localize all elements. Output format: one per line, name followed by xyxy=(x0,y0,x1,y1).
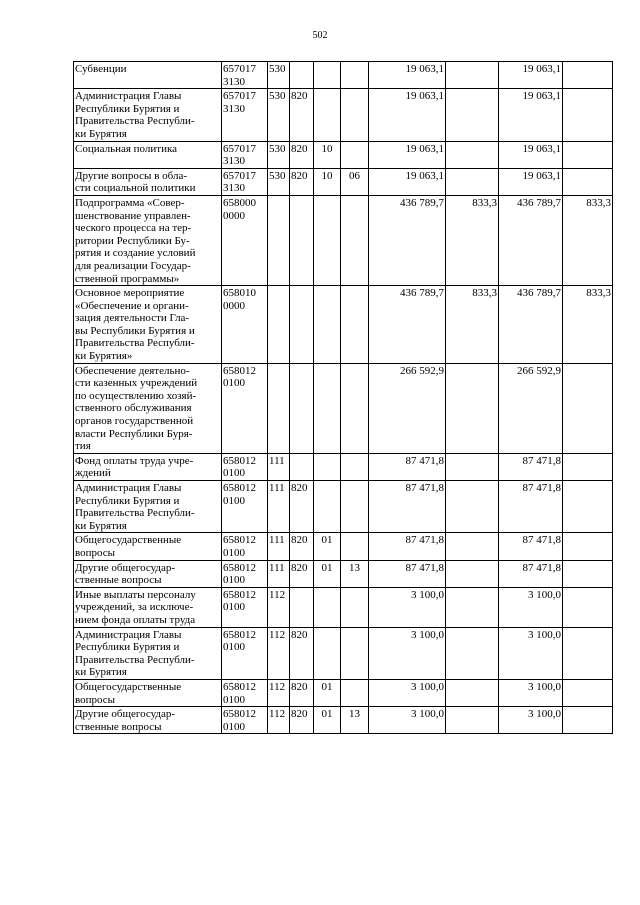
amount-federal-cell xyxy=(446,533,499,560)
section-code-cell: 10 xyxy=(314,168,341,195)
target-article-line: 658012 xyxy=(223,364,256,377)
target-article-line: 658012 xyxy=(223,680,256,693)
target-article-cell xyxy=(222,587,268,627)
expense-type-cell: 112 xyxy=(268,679,290,706)
amount-next-cell: 87 471,8 xyxy=(499,453,563,480)
amount-cell: 19 063,1 xyxy=(369,168,446,195)
expense-type-cell xyxy=(268,286,290,364)
amount-next-cell: 87 471,8 xyxy=(499,560,563,587)
row-name-cell xyxy=(74,286,222,364)
target-article-line: 0100 xyxy=(223,494,245,507)
row-name-cell xyxy=(74,363,222,453)
expense-type-cell: 530 xyxy=(268,62,290,89)
amount-next-cell: 266 592,9 xyxy=(499,363,563,453)
target-article-line: 0100 xyxy=(223,546,245,559)
table-row xyxy=(74,363,613,453)
amount-next-cell: 3 100,0 xyxy=(499,627,563,679)
amount-next-cell: 87 471,8 xyxy=(499,533,563,560)
amount-next-federal-cell xyxy=(563,560,613,587)
subsection-code-cell xyxy=(341,363,369,453)
amount-federal-cell xyxy=(446,560,499,587)
subsection-code-cell xyxy=(341,481,369,533)
target-article-line: 0100 xyxy=(223,377,245,390)
row-name-line: ческого процесса на тер- xyxy=(75,222,192,235)
amount-cell: 3 100,0 xyxy=(369,627,446,679)
amount-next-federal-cell xyxy=(563,627,613,679)
row-name-line: ственного обслуживания xyxy=(75,402,192,415)
ministry-code-cell: 820 xyxy=(290,481,314,533)
amount-next-federal-cell xyxy=(563,533,613,560)
amount-next-federal-cell xyxy=(563,707,613,734)
subsection-code-cell xyxy=(341,533,369,560)
target-article-line: 658010 xyxy=(223,287,256,300)
expense-type-cell: 111 xyxy=(268,560,290,587)
amount-cell: 436 789,7 xyxy=(369,195,446,285)
amount-cell: 3 100,0 xyxy=(369,587,446,627)
row-name-line: шенствование управлен- xyxy=(75,209,191,222)
target-article-line: 0000 xyxy=(223,299,245,312)
amount-federal-cell xyxy=(446,627,499,679)
row-name-line: рятия и создание условий xyxy=(75,247,196,260)
section-code-cell xyxy=(314,481,341,533)
target-article-line: 0100 xyxy=(223,693,245,706)
row-name-line: ки Бурятия» xyxy=(75,350,133,363)
amount-cell: 87 471,8 xyxy=(369,560,446,587)
amount-next-cell: 19 063,1 xyxy=(499,62,563,89)
amount-next-federal-cell xyxy=(563,363,613,453)
target-article-line: 0100 xyxy=(223,720,245,733)
amount-federal-cell xyxy=(446,453,499,480)
row-name-line: Другие общегосудар- xyxy=(75,708,176,721)
amount-federal-cell xyxy=(446,679,499,706)
target-article-line: 3130 xyxy=(223,155,245,168)
target-article-line: 0000 xyxy=(223,209,245,222)
ministry-code-cell: 820 xyxy=(290,707,314,734)
row-name-line: нием фонда оплаты труда xyxy=(75,613,196,626)
amount-federal-cell xyxy=(446,363,499,453)
amount-next-federal-cell: 833,3 xyxy=(563,195,613,285)
target-article-cell xyxy=(222,141,268,168)
row-name-cell xyxy=(74,89,222,141)
table-row xyxy=(74,560,613,587)
section-code-cell xyxy=(314,286,341,364)
expense-type-cell: 112 xyxy=(268,707,290,734)
row-name-line: вопросы xyxy=(75,546,116,559)
ministry-code-cell: 820 xyxy=(290,141,314,168)
target-article-line: 657017 xyxy=(223,142,256,155)
row-name-line: учреждений, за исключе- xyxy=(75,601,194,614)
row-name-line: Фонд оплаты труда учре- xyxy=(75,454,194,467)
table-row xyxy=(74,481,613,533)
amount-next-federal-cell xyxy=(563,481,613,533)
amount-federal-cell: 833,3 xyxy=(446,286,499,364)
amount-next-federal-cell: 833,3 xyxy=(563,286,613,364)
amount-federal-cell xyxy=(446,587,499,627)
subsection-code-cell xyxy=(341,587,369,627)
amount-next-cell: 3 100,0 xyxy=(499,679,563,706)
expense-type-cell: 111 xyxy=(268,481,290,533)
amount-cell: 87 471,8 xyxy=(369,533,446,560)
target-article-cell xyxy=(222,627,268,679)
row-name-line: Республики Бурятия и xyxy=(75,102,180,115)
amount-next-cell: 436 789,7 xyxy=(499,286,563,364)
row-name-line: Другие вопросы в обла- xyxy=(75,169,187,182)
row-name-line: Правительства Республи- xyxy=(75,115,195,128)
page-number: 502 xyxy=(312,30,328,41)
target-article-cell xyxy=(222,533,268,560)
section-code-cell xyxy=(314,62,341,89)
ministry-code-cell xyxy=(290,363,314,453)
ministry-code-cell xyxy=(290,286,314,364)
row-name-cell xyxy=(74,627,222,679)
row-name-line: ственные вопросы xyxy=(75,574,162,587)
row-name-line: Общегосударственные xyxy=(75,534,182,547)
expense-type-cell: 530 xyxy=(268,89,290,141)
subsection-code-cell xyxy=(341,627,369,679)
target-article-line: 658012 xyxy=(223,482,256,494)
amount-next-federal-cell xyxy=(563,89,613,141)
expense-type-cell xyxy=(268,195,290,285)
row-name-line: Правительства Республи- xyxy=(75,507,195,520)
expense-type-cell: 111 xyxy=(268,533,290,560)
row-name-line: Администрация Главы xyxy=(75,628,182,641)
row-name-cell xyxy=(74,62,222,89)
expense-type-cell: 111 xyxy=(268,453,290,480)
table-row xyxy=(74,707,613,734)
table-row xyxy=(74,195,613,285)
table-body xyxy=(74,62,613,734)
budget-table xyxy=(73,61,613,734)
row-name-line: Правительства Республи- xyxy=(75,653,195,666)
section-code-cell xyxy=(314,627,341,679)
target-article-line: 658012 xyxy=(223,561,256,574)
amount-federal-cell xyxy=(446,707,499,734)
section-code-cell: 10 xyxy=(314,141,341,168)
section-code-cell xyxy=(314,89,341,141)
expense-type-cell xyxy=(268,363,290,453)
row-name-line: ственной программы» xyxy=(75,272,180,285)
target-article-line: 0100 xyxy=(223,641,245,654)
subsection-code-cell xyxy=(341,89,369,141)
amount-cell: 3 100,0 xyxy=(369,679,446,706)
row-name-line: Другие общегосудар- xyxy=(75,561,176,574)
target-article-cell xyxy=(222,363,268,453)
amount-next-cell: 3 100,0 xyxy=(499,707,563,734)
row-name-line: Социальная политика xyxy=(75,142,178,155)
row-name-line: власти Республики Буря- xyxy=(75,427,193,440)
row-name-cell xyxy=(74,707,222,734)
ministry-code-cell: 820 xyxy=(290,627,314,679)
row-name-cell xyxy=(74,481,222,533)
amount-cell: 19 063,1 xyxy=(369,89,446,141)
expense-type-cell: 112 xyxy=(268,627,290,679)
target-article-cell xyxy=(222,195,268,285)
row-name-cell xyxy=(74,587,222,627)
ministry-code-cell: 820 xyxy=(290,533,314,560)
target-article-cell xyxy=(222,286,268,364)
table-row xyxy=(74,89,613,141)
row-name-line: Иные выплаты персоналу xyxy=(75,588,196,601)
target-article-cell xyxy=(222,679,268,706)
target-article-cell xyxy=(222,481,268,533)
row-name-line: ки Бурятия xyxy=(75,519,127,532)
table-row xyxy=(74,62,613,89)
row-name-cell xyxy=(74,141,222,168)
amount-next-federal-cell xyxy=(563,679,613,706)
ministry-code-cell xyxy=(290,587,314,627)
target-article-cell xyxy=(222,62,268,89)
section-code-cell: 01 xyxy=(314,533,341,560)
subsection-code-cell xyxy=(341,195,369,285)
target-article-line: 0100 xyxy=(223,601,245,614)
section-code-cell xyxy=(314,453,341,480)
target-article-line: 0100 xyxy=(223,467,245,480)
row-name-line: сти социальной политики xyxy=(75,182,196,195)
section-code-cell: 01 xyxy=(314,707,341,734)
row-name-line: зация деятельности Гла- xyxy=(75,312,190,325)
row-name-cell xyxy=(74,560,222,587)
ministry-code-cell: 820 xyxy=(290,168,314,195)
amount-cell: 19 063,1 xyxy=(369,62,446,89)
row-name-line: сти казенных учреждений xyxy=(75,377,198,390)
row-name-line: ритории Республики Бу- xyxy=(75,234,190,247)
target-article-line: 658012 xyxy=(223,588,256,601)
amount-next-cell: 436 789,7 xyxy=(499,195,563,285)
row-name-line: Администрация Главы xyxy=(75,90,182,103)
subsection-code-cell: 13 xyxy=(341,560,369,587)
row-name-line: Основное мероприятие xyxy=(75,287,185,300)
target-article-line: 658012 xyxy=(223,708,256,721)
amount-cell: 87 471,8 xyxy=(369,481,446,533)
table-row xyxy=(74,141,613,168)
row-name-line: Республики Бурятия и xyxy=(75,494,180,507)
row-name-line: Подпрограмма «Совер- xyxy=(75,196,185,209)
subsection-code-cell xyxy=(341,286,369,364)
row-name-line: Республики Бурятия и xyxy=(75,641,180,654)
target-article-line: 658012 xyxy=(223,454,256,467)
table-row xyxy=(74,679,613,706)
subsection-code-cell xyxy=(341,62,369,89)
row-name-line: «Обеспечение и органи- xyxy=(75,299,189,312)
amount-next-cell: 3 100,0 xyxy=(499,587,563,627)
row-name-line: органов государственной xyxy=(75,415,194,428)
row-name-line: для реализации Государ- xyxy=(75,259,191,272)
row-name-line: ственные вопросы xyxy=(75,720,162,733)
row-name-line: Обеспечение деятельно- xyxy=(75,364,190,377)
table-row xyxy=(74,453,613,480)
amount-cell: 3 100,0 xyxy=(369,707,446,734)
row-name-line: по осуществлению хозяй- xyxy=(75,389,197,402)
amount-next-federal-cell xyxy=(563,453,613,480)
ministry-code-cell xyxy=(290,195,314,285)
amount-next-federal-cell xyxy=(563,587,613,627)
row-name-cell xyxy=(74,168,222,195)
amount-federal-cell xyxy=(446,89,499,141)
row-name-cell xyxy=(74,453,222,480)
ministry-code-cell xyxy=(290,62,314,89)
target-article-cell xyxy=(222,168,268,195)
row-name-line: ки Бурятия xyxy=(75,666,127,679)
target-article-line: 657017 xyxy=(223,169,256,182)
section-code-cell xyxy=(314,195,341,285)
row-name-line: Администрация Главы xyxy=(75,482,182,494)
target-article-line: 658012 xyxy=(223,534,256,547)
row-name-cell xyxy=(74,195,222,285)
subsection-code-cell xyxy=(341,453,369,480)
amount-next-cell: 19 063,1 xyxy=(499,89,563,141)
amount-next-cell: 87 471,8 xyxy=(499,481,563,533)
ministry-code-cell: 820 xyxy=(290,679,314,706)
row-name-line: Правительства Республи- xyxy=(75,337,195,350)
expense-type-cell: 112 xyxy=(268,587,290,627)
amount-federal-cell xyxy=(446,168,499,195)
subsection-code-cell: 13 xyxy=(341,707,369,734)
row-name-line: ки Бурятия xyxy=(75,127,127,140)
table-row xyxy=(74,627,613,679)
amount-cell: 19 063,1 xyxy=(369,141,446,168)
row-name-line: тия xyxy=(75,440,91,453)
amount-next-cell: 19 063,1 xyxy=(499,141,563,168)
amount-cell: 266 592,9 xyxy=(369,363,446,453)
table-row xyxy=(74,168,613,195)
target-article-line: 657017 xyxy=(223,63,256,75)
amount-cell: 87 471,8 xyxy=(369,453,446,480)
amount-next-federal-cell xyxy=(563,62,613,89)
amount-federal-cell xyxy=(446,481,499,533)
amount-federal-cell: 833,3 xyxy=(446,195,499,285)
expense-type-cell: 530 xyxy=(268,141,290,168)
table-row xyxy=(74,587,613,627)
row-name-line: ждений xyxy=(75,467,111,480)
target-article-line: 657017 xyxy=(223,90,256,103)
row-name-line: Субвенции xyxy=(75,63,127,75)
subsection-code-cell xyxy=(341,141,369,168)
amount-cell: 436 789,7 xyxy=(369,286,446,364)
section-code-cell xyxy=(314,363,341,453)
amount-next-federal-cell xyxy=(563,168,613,195)
ministry-code-cell xyxy=(290,453,314,480)
subsection-code-cell xyxy=(341,679,369,706)
section-code-cell: 01 xyxy=(314,679,341,706)
target-article-line: 0100 xyxy=(223,574,245,587)
subsection-code-cell: 06 xyxy=(341,168,369,195)
target-article-line: 3130 xyxy=(223,182,245,195)
amount-federal-cell xyxy=(446,62,499,89)
target-article-cell xyxy=(222,560,268,587)
target-article-line: 658012 xyxy=(223,628,256,641)
ministry-code-cell: 820 xyxy=(290,89,314,141)
amount-next-federal-cell xyxy=(563,141,613,168)
target-article-cell xyxy=(222,707,268,734)
row-name-line: Общегосударственные xyxy=(75,680,182,693)
target-article-line: 658000 xyxy=(223,196,256,209)
target-article-cell xyxy=(222,453,268,480)
row-name-cell xyxy=(74,533,222,560)
row-name-line: вопросы xyxy=(75,693,116,706)
target-article-line: 3130 xyxy=(223,75,245,88)
table-row xyxy=(74,286,613,364)
row-name-cell xyxy=(74,679,222,706)
expense-type-cell: 530 xyxy=(268,168,290,195)
target-article-line: 3130 xyxy=(223,102,245,115)
amount-next-cell: 19 063,1 xyxy=(499,168,563,195)
section-code-cell: 01 xyxy=(314,560,341,587)
target-article-cell xyxy=(222,89,268,141)
section-code-cell xyxy=(314,587,341,627)
row-name-line: вы Республики Бурятия и xyxy=(75,324,195,337)
amount-federal-cell xyxy=(446,141,499,168)
table-row xyxy=(74,533,613,560)
ministry-code-cell: 820 xyxy=(290,560,314,587)
